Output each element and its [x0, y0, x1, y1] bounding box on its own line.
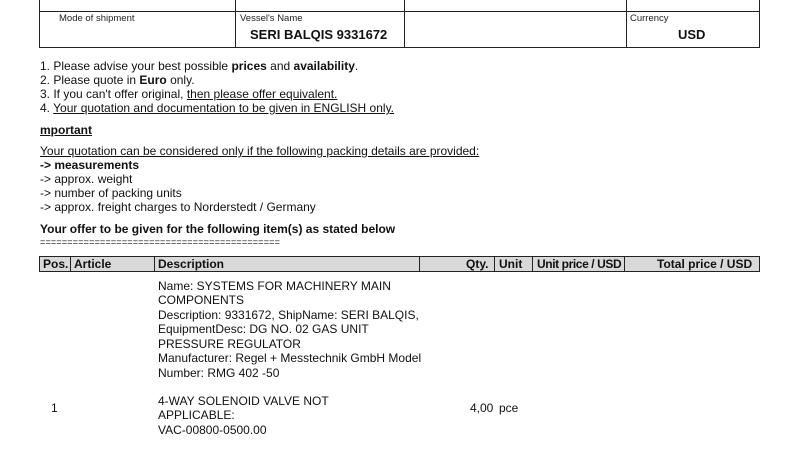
- col-div-qty: [494, 256, 495, 272]
- packing-item-freight: -> approx. freight charges to Norderstedt / Germany: [40, 200, 316, 214]
- col-div-description: [419, 256, 420, 272]
- row-qty: 4,00: [470, 401, 494, 415]
- currency-value: USD: [678, 27, 706, 42]
- vessel-name-value: SERI BALQIS 9331672: [250, 27, 388, 42]
- instruction-1-mid: and: [266, 59, 294, 73]
- instruction-1: [40, 59, 358, 73]
- currency-label: Currency: [630, 13, 669, 24]
- mode-of-shipment-label: Mode of shipment: [59, 13, 135, 24]
- col-div-unit: [532, 256, 533, 272]
- col-header-pos: Pos.: [43, 257, 69, 271]
- col-header-total-price: Total price / USD: [657, 257, 753, 271]
- instruction-2: [40, 73, 195, 87]
- table-header: [39, 256, 760, 272]
- header-div-1: [235, 0, 236, 48]
- row-description-line-1: Name: SYSTEMS FOR MACHINERY MAIN: [158, 279, 391, 293]
- instruction-2-end: only.: [166, 73, 195, 87]
- instruction-2-prefix: 2. Please quote in: [40, 73, 140, 87]
- important-intro: Your quotation can be considered only if the following packing details are provided:: [40, 144, 480, 158]
- instruction-4-underlined: Your quotation and documentation to be given in ENGLISH only.: [53, 101, 395, 115]
- header-div-2: [404, 0, 405, 48]
- header-div-3: [626, 0, 627, 48]
- instruction-1-prefix: 1. Please advise your best possible: [40, 59, 232, 73]
- vessel-name-label: Vessel's Name: [240, 13, 303, 24]
- header-top-border: [39, 11, 760, 12]
- offer-heading: Your offer to be given for the following item(s) as stated below: [40, 222, 396, 236]
- header-right-border: [759, 0, 760, 48]
- row-description-line-2: COMPONENTS: [158, 293, 245, 307]
- row-description-line-11: VAC-00800-0500.00: [158, 423, 267, 437]
- instruction-1-prices: prices: [231, 59, 267, 73]
- instruction-1-availability: availability: [293, 59, 355, 73]
- instruction-4: [40, 101, 394, 115]
- instruction-4-prefix: 4.: [40, 101, 54, 115]
- important-title: mportant: [40, 123, 92, 137]
- col-header-unit: Unit: [499, 257, 523, 271]
- row-description-line-10: APPLICABLE:: [158, 408, 235, 422]
- row-pos: 1: [51, 401, 58, 415]
- row-description-line-7: Number: RMG 402 -50: [158, 366, 280, 380]
- offer-rule: ============================================: [40, 237, 281, 247]
- row-description-line-6: Manufacturer: Regel + Messtechnik GmbH Model: [158, 351, 422, 365]
- col-header-qty: Qty.: [466, 257, 489, 271]
- col-div-pos: [70, 256, 71, 272]
- row-description-line-5: PRESSURE REGULATOR: [158, 337, 301, 351]
- row-description-line-9: 4-WAY SOLENOID VALVE NOT: [158, 394, 329, 408]
- col-header-unit-price: Unit price / USD: [537, 257, 622, 271]
- instruction-3-prefix: 3. If you can't offer original,: [40, 87, 187, 101]
- col-div-unit-price: [624, 256, 625, 272]
- row-unit: pce: [499, 401, 519, 415]
- header-left-border: [39, 0, 40, 48]
- row-description-line-3: Description: 9331672, ShipName: SERI BALQIS,: [158, 308, 419, 322]
- row-description-line-4: EquipmentDesc: DG NO. 02 GAS UNIT: [158, 322, 369, 336]
- packing-item-units: -> number of packing units: [40, 186, 182, 200]
- instruction-3: [40, 87, 337, 101]
- packing-item-measurements: -> measurements: [40, 158, 140, 172]
- instruction-2-euro: Euro: [139, 73, 167, 87]
- col-div-article: [154, 256, 155, 272]
- header-bottom-border: [39, 47, 760, 48]
- packing-item-weight: -> approx. weight: [40, 172, 133, 186]
- instruction-3-underlined: then please offer equivalent.: [186, 87, 338, 101]
- col-header-article: Article: [74, 257, 112, 271]
- col-header-description: Description: [158, 257, 225, 271]
- instruction-1-end: .: [354, 59, 359, 73]
